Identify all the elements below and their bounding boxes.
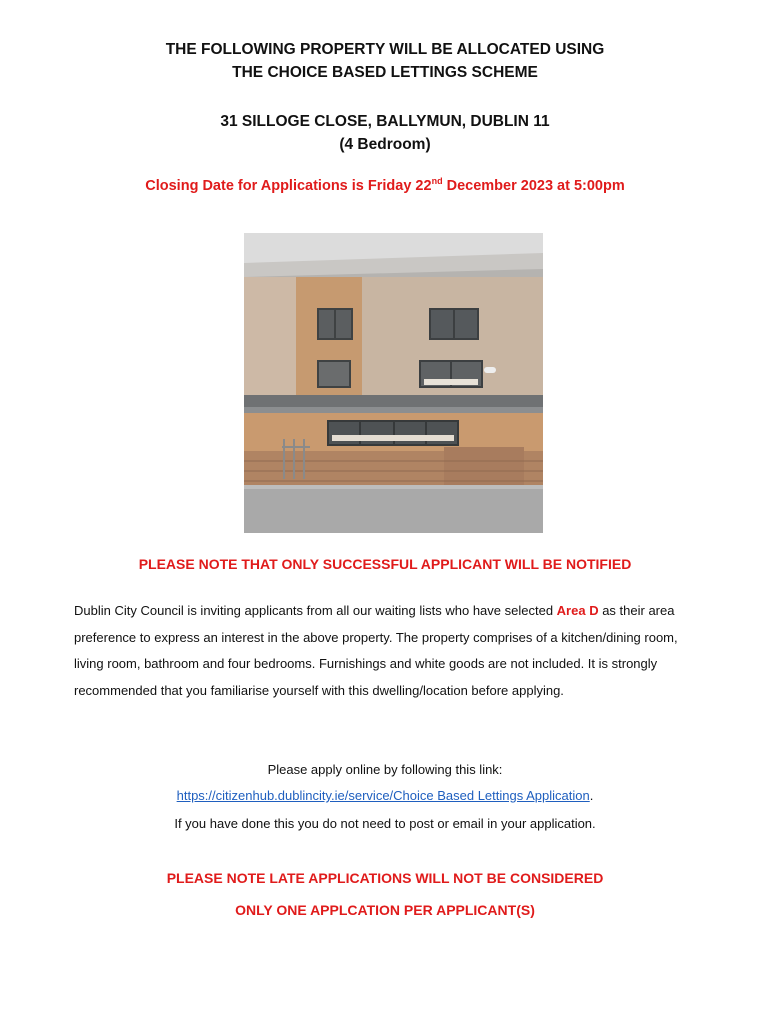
area-highlight: Area D: [556, 603, 599, 618]
heading-line-1: THE FOLLOWING PROPERTY WILL BE ALLOCATED USING: [165, 41, 605, 58]
closing-date-prefix: Closing Date for Applications is Friday 22: [145, 178, 432, 194]
apply-link-line: [0, 788, 770, 803]
link-period: .: [589, 788, 594, 803]
description-part-2: as their area preference to express an interest in the above property. The property comprises of a kitchen/dining room, living room, bathroom and four bedrooms. Furnishings and white goods are not included. It is strongly recommended that you familiarise yourself with this dwelling/location before applying.: [74, 603, 678, 698]
heading-line-2: THE CHOICE BASED LETTINGS SCHEME: [232, 64, 538, 81]
property-address: 31 SILLOGE CLOSE, BALLYMUN, DUBLIN 11: [220, 113, 550, 130]
apply-intro: Please apply online by following this link:: [267, 762, 503, 777]
closing-date-ordinal: nd: [431, 176, 443, 186]
notice-late-applications: PLEASE NOTE LATE APPLICATIONS WILL NOT BE CONSIDERED: [166, 870, 604, 886]
property-photo: [244, 233, 543, 533]
notice-one-application: ONLY ONE APPLCATION PER APPLICANT(S): [235, 902, 535, 918]
closing-date: [0, 176, 770, 194]
application-link[interactable]: https://citizenhub.dublincity.ie/service/Choice Based Lettings Application: [176, 788, 590, 803]
bedroom-count: (4 Bedroom): [339, 136, 431, 153]
notice-successful-applicant: PLEASE NOTE THAT ONLY SUCCESSFUL APPLICANT WILL BE NOTIFIED: [138, 556, 632, 572]
apply-note: If you have done this you do not need to post or email in your application.: [174, 816, 596, 831]
description-part-1: Dublin City Council is inviting applicants from all our waiting lists who have selected: [74, 603, 557, 618]
closing-date-suffix: December 2023 at 5:00pm: [442, 178, 625, 194]
description-paragraph: [74, 598, 704, 704]
